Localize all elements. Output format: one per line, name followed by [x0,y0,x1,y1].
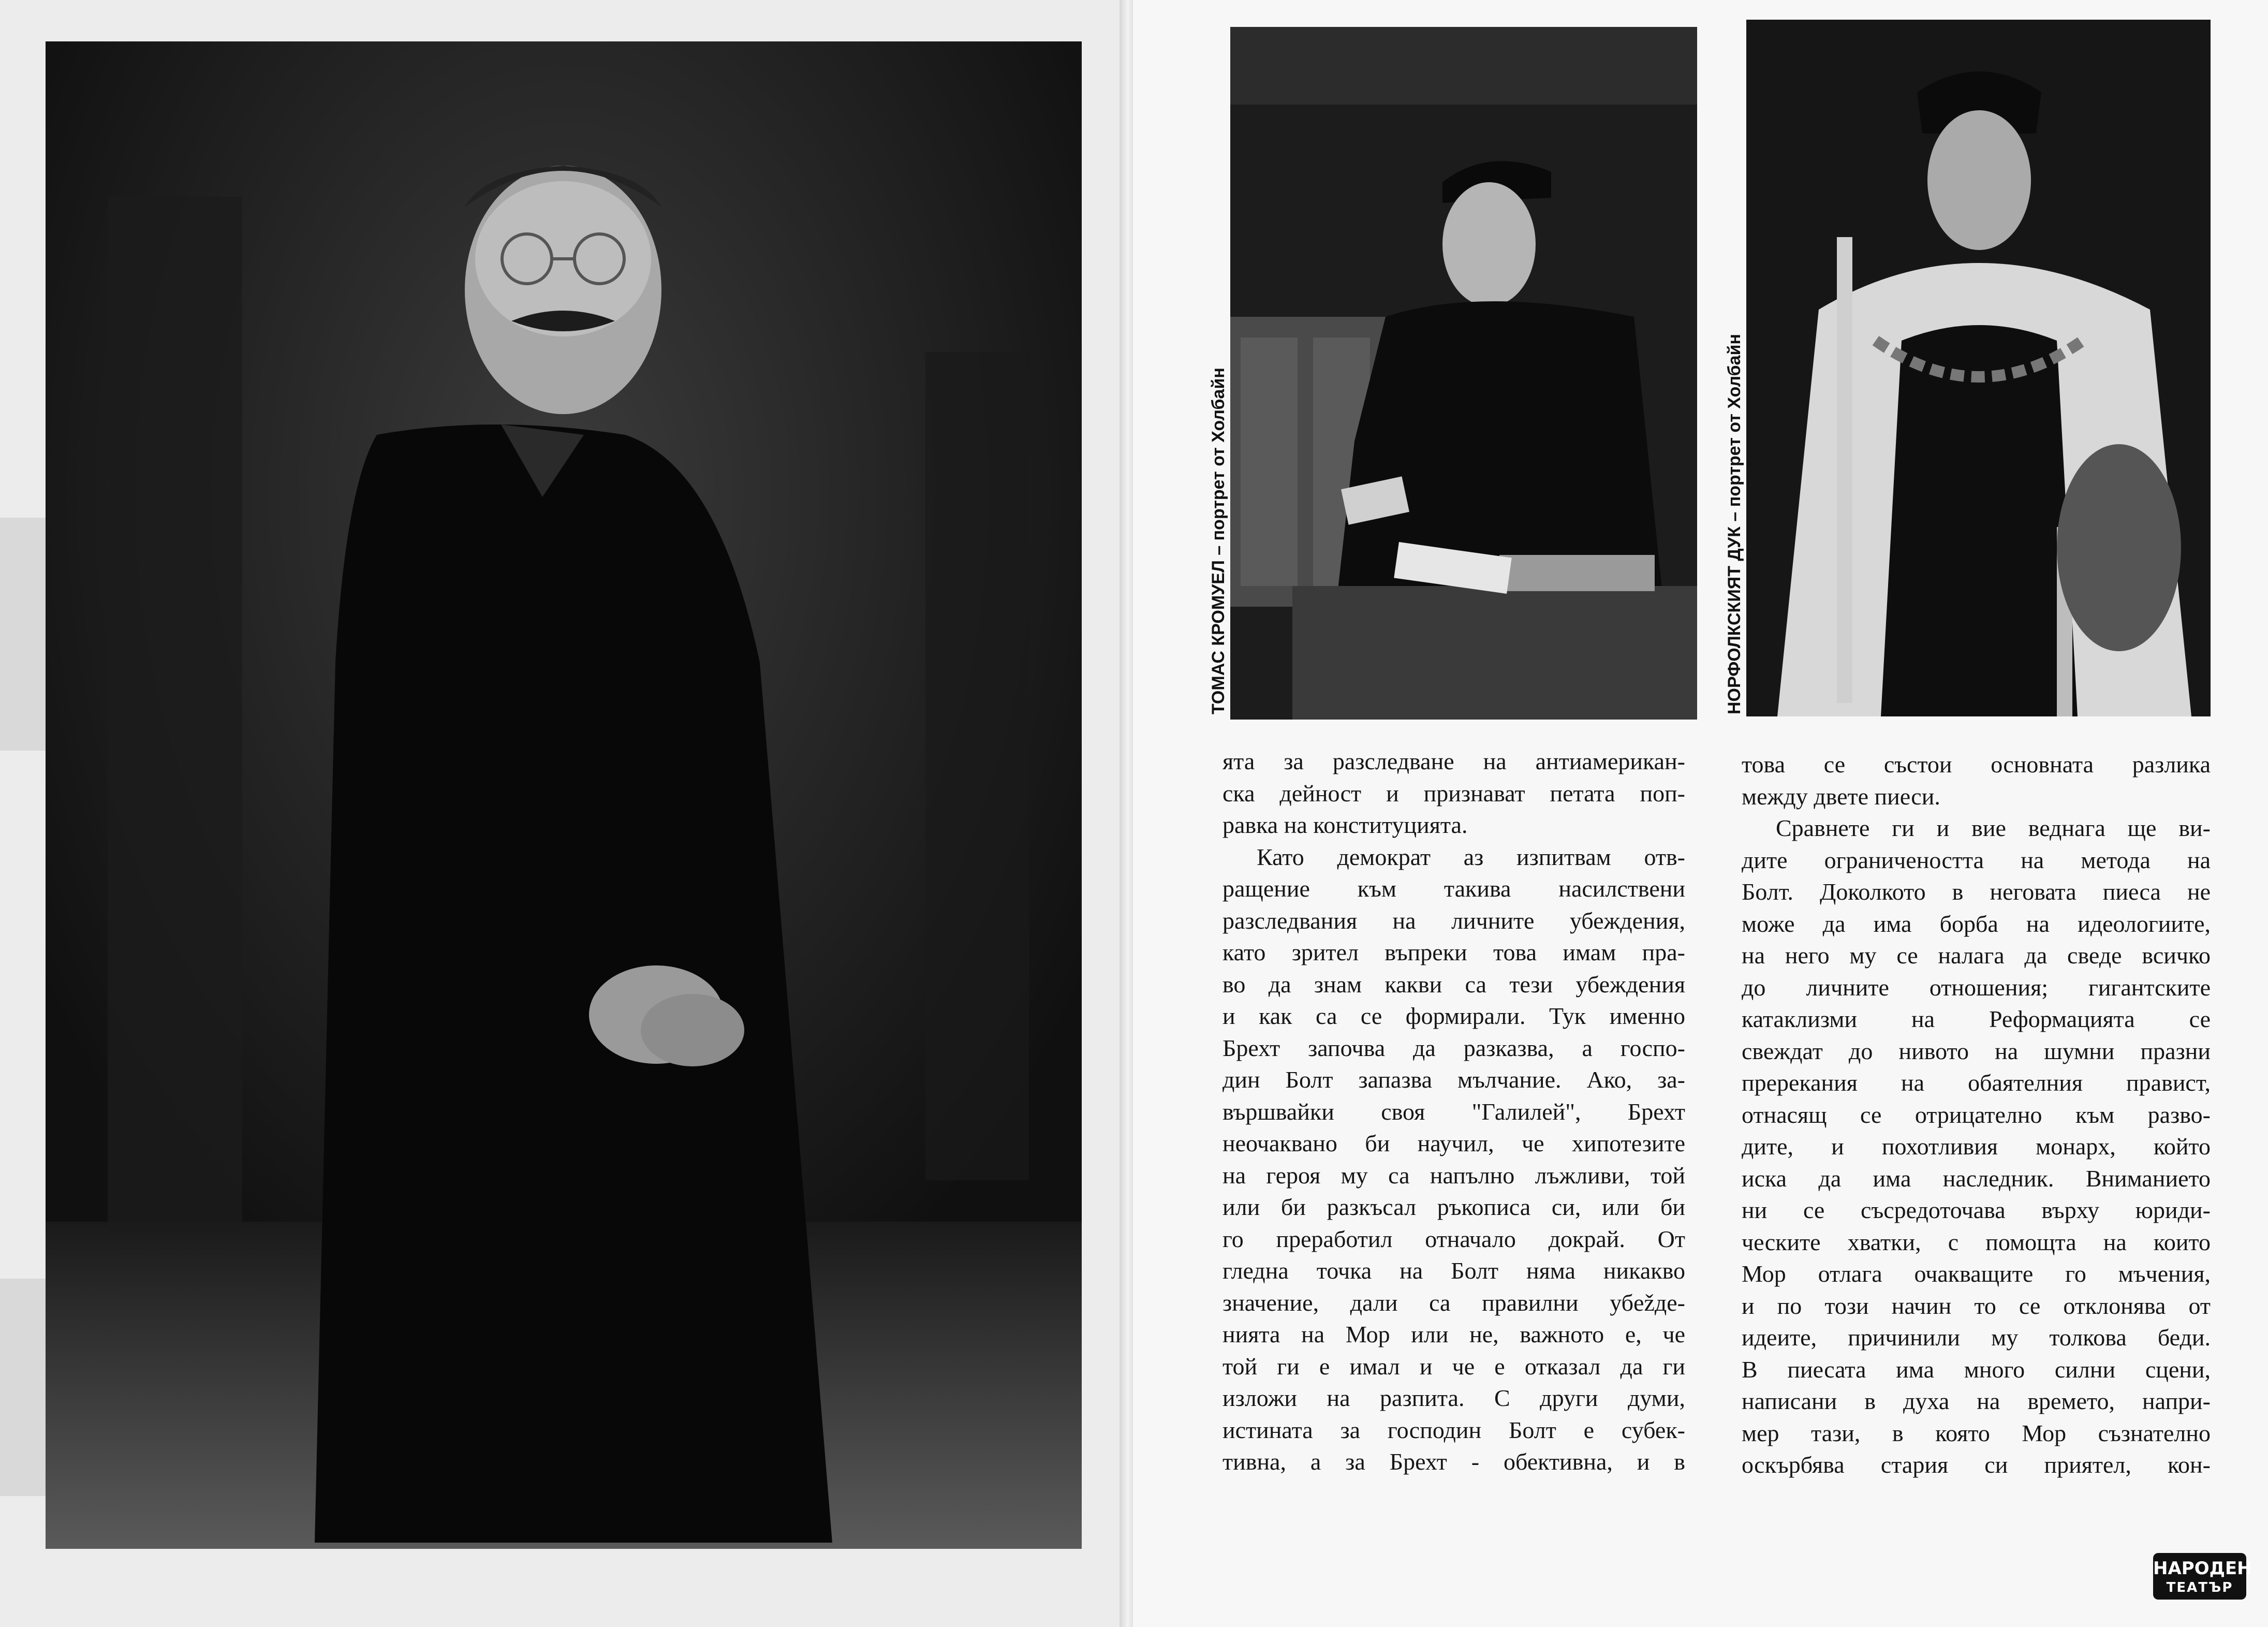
text-line: мер тази, в която Мор съзнателно [1742,1419,2211,1446]
text-line: значение, дали са правилни убežде- [1223,1289,1685,1316]
text-line: оскърбява стария си приятел, кон- [1742,1452,2211,1478]
text-line: дите ограничеността на метода на [1742,846,2211,873]
article-column-left [1223,745,1685,1478]
text-line: Сравнете ги и вие веднага ще ви- [1776,815,2211,841]
text-line: катаклизми на Реформацията се [1742,1006,2211,1032]
norfolk-portrait-photo [1746,20,2211,716]
text-line: свеждат до нивото на шумни празни [1742,1037,2211,1064]
cromwell-portrait-photo [1230,27,1697,720]
logo-word-bottom: ТЕАТЪР [2166,1580,2233,1595]
text-line: може да има борба на идеологиите, [1742,910,2211,937]
text-line: В пиесата има много силни сцени, [1742,1356,2211,1383]
text-line: истината за господин Болт е субек- [1223,1416,1685,1443]
text-line: Болт. Доколкото в неговата пиеса не [1742,878,2211,905]
text-line: Мор отлага очакващите го мъчения, [1742,1260,2211,1287]
cromwell-caption: ТОМАС КРОМУЕЛ – портрет от Холбайн [1209,368,1228,714]
text-line: на него му се налага да сведе всичко [1742,942,2211,969]
text-line: гледна точка на Болт няма никакво [1223,1257,1685,1284]
text-line: ращение към такива насилствени [1223,875,1685,902]
text-line: или би разкъсал ръкописа си, или би [1223,1194,1685,1220]
text-line: тивна, а за Брехт - обективна, и в [1223,1448,1685,1475]
text-line: иска да има наследник. Вниманието [1742,1165,2211,1192]
text-line: и как са се формирали. Тук именно [1223,1003,1685,1029]
text-line: равка на конституцията. [1223,812,1468,838]
page-edge-bleed [0,518,47,751]
text-line: на героя му са напълно лъжливи, той [1223,1162,1685,1189]
text-line: това се състои основната разлика [1742,751,2211,778]
text-line: го преработил отначало докрай. От [1223,1225,1685,1252]
text-line: Брехт започва да разказва, а госпо- [1223,1034,1685,1061]
text-line: Като демократ аз изпитвам отв- [1257,843,1685,870]
text-line: изложи на разпита. С други думи, [1223,1385,1685,1411]
text-line: като зрител въпреки това имам пра- [1223,939,1685,965]
text-line: ческите хватки, с помощта на които [1742,1228,2211,1255]
text-line: между двете пиеси. [1742,783,1940,810]
text-line: ята за разследване на антиамерикан- [1223,748,1685,774]
text-line: вършвайки своя "Галилей", Брехт [1223,1098,1685,1125]
text-line: разследвания на личните убеждения, [1223,907,1685,934]
text-line: нията на Мор или не, важното е, че [1223,1321,1685,1347]
text-line: дин Болт запазва мълчание. Ако, за- [1223,1066,1685,1093]
text-line: во да знам какви са тези убеждения [1223,971,1685,998]
text-line: той ги е имал и че е отказал да ги [1223,1353,1685,1380]
text-line: написани в духа на времето, напри- [1742,1388,2211,1414]
text-line: неочаквано би научил, че хипотезите [1223,1130,1685,1156]
article-column-right [1742,749,2211,1481]
logo-word-top: НАРОДЕН [2153,1558,2252,1579]
text-line: до личните отношения; гигантските [1742,974,2211,1001]
text-line: дите, и похотливия монарх, който [1742,1133,2211,1160]
text-line: и по този начин то се отклонява от [1742,1292,2211,1319]
text-line: ни се съсредоточава върху юриди- [1742,1197,2211,1223]
page-edge-bleed [0,1279,47,1496]
actor-portrait-photo [46,41,1082,1549]
text-line: отнасящ се отрицателно към разво- [1742,1101,2211,1128]
text-line: ска дейност и признават петата поп- [1223,780,1685,807]
national-theatre-logo [2148,1532,2251,1610]
text-line: идеите, причинили му толкова беди. [1742,1324,2211,1351]
norfolk-caption: НОРФОЛКСКИЯТ ДУК – портрет от Холбайн [1725,333,1744,714]
book-spine [1120,0,1133,1627]
text-line: пререкания на обаятелния правист, [1742,1069,2211,1096]
